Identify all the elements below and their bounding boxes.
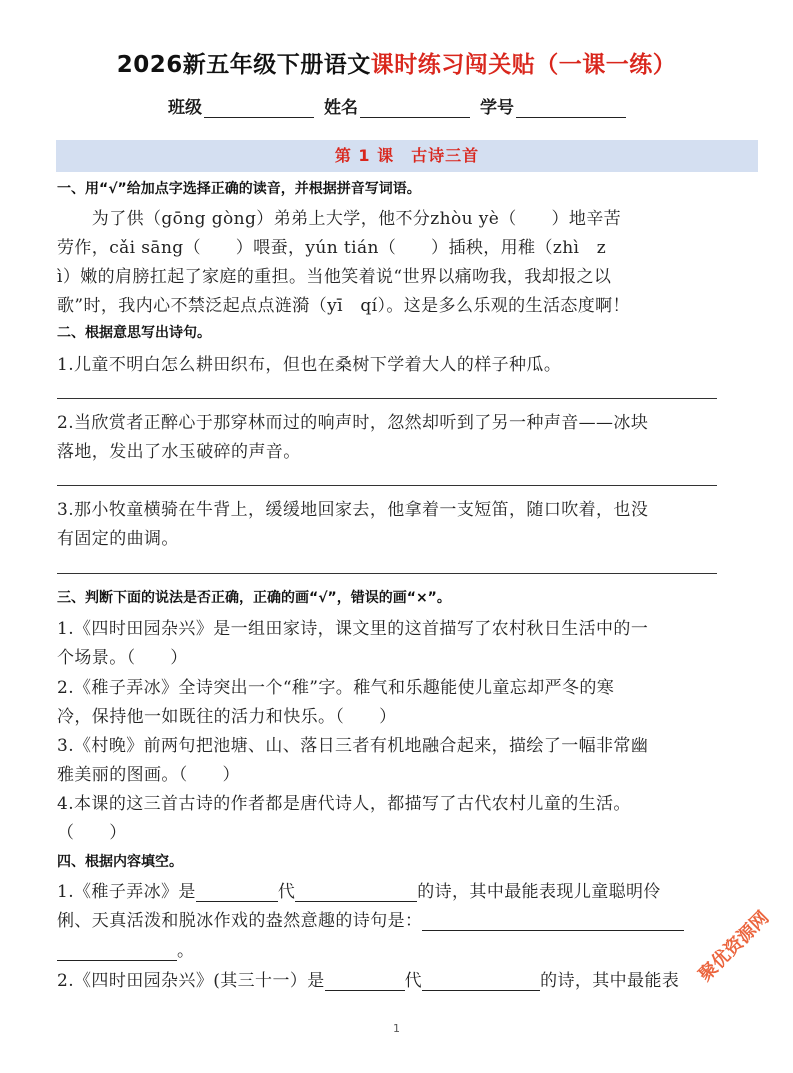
section4-q1-text-e: 。 (177, 941, 195, 961)
section4-q1-verse-blank[interactable] (422, 914, 684, 931)
section4-q2-author-blank[interactable] (422, 974, 540, 991)
section3-q4-line-2: （ ） (57, 823, 127, 843)
section4-q1-verse-blank-2[interactable] (57, 944, 177, 961)
id-input-line[interactable] (516, 100, 626, 118)
class-label: 班级 (168, 98, 202, 118)
name-input-line[interactable] (360, 100, 470, 118)
section2-q3-line-2: 有固定的曲调。 (57, 529, 179, 549)
section2-q3-line-1: 3.那小牧童横骑在牛背上，缓缓地回家去，他拿着一支短笛，随口吹着，也没 (57, 500, 649, 520)
section3-q3-line-1: 3.《村晚》前两句把池塘、山、落日三者有机地融合起来，描绘了一幅非常幽 (57, 736, 649, 756)
section1-line-1: 为了供（gōng gòng）弟弟上大学，他不分zhòu yè（ ）地辛苦 (57, 209, 622, 229)
name-label: 姓名 (324, 98, 358, 118)
id-field (480, 93, 626, 118)
section3-q1-line-1: 1.《四时田园杂兴》是一组田家诗，课文里的这首描写了农村秋日生活中的一 (57, 619, 649, 639)
section2-heading: 二、根据意思写出诗句。 (57, 325, 211, 341)
section4-q1-author-blank[interactable] (295, 885, 417, 902)
section4-q1-dynasty-blank[interactable] (196, 885, 278, 902)
name-field (324, 93, 470, 118)
student-info-row (168, 93, 648, 118)
section3-q2-line-2: 冷，保持他一如既往的活力和快乐。（ ） (57, 707, 397, 727)
section2-q1: 1.儿童不明白怎么耕田织布，但也在桑树下学着大人的样子种瓜。 (57, 355, 562, 375)
page-title (0, 46, 793, 79)
section2-q1-answer-line[interactable] (57, 398, 717, 399)
section1-line-4: 歌”时，我内心不禁泛起点点涟漪（yī qí）。这是多么乐观的生活态度啊！ (57, 296, 630, 316)
section4-q1-line-2 (57, 906, 741, 931)
section2-q2-line-2: 落地，发出了水玉破碎的声音。 (57, 442, 301, 462)
section4-q1-line-3 (57, 936, 741, 961)
title-highlight: 课时练习闯关贴（一课一练） (370, 52, 677, 78)
section3-heading: 三、判断下面的说法是否正确，正确的画“√”，错误的画“×”。 (57, 590, 451, 606)
section4-q1-text-b: 代 (277, 882, 296, 902)
section4-q2-text-b: 代 (404, 971, 423, 991)
section4-q2-dynasty-blank[interactable] (325, 974, 405, 991)
section4-q2-text-a: 2.《四时田园杂兴》(其三十一）是 (57, 971, 325, 991)
section4-q2-line-1 (57, 966, 741, 991)
section4-q1-line-1 (57, 877, 741, 902)
section1-line-2: 劳作，cǎi sāng（ ）喂蚕，yún tián（ ）插秧，用稚（zhì z (57, 238, 607, 258)
section1-heading: 一、用“√”给加点字选择正确的读音，并根据拼音写词语。 (57, 181, 421, 197)
section3-q2-line-1: 2.《稚子弄冰》全诗突出一个“稚”字。稚气和乐趣能使儿童忘却严冬的寒 (57, 678, 615, 698)
section3-q3-line-2: 雅美丽的图画。（ ） (57, 765, 240, 785)
watermark-text: 聚优资源网 (694, 907, 774, 986)
section4-heading: 四、根据内容填空。 (57, 854, 183, 870)
section3-q1-line-2: 个场景。（ ） (57, 648, 188, 668)
section1-line-3: ì）嫩的肩膀扛起了家庭的重担。当他笑着说“世界以痛吻我，我却报之以 (57, 267, 612, 287)
id-label: 学号 (480, 98, 514, 118)
title-main: 2026新五年级下册语文 (116, 52, 371, 78)
section2-q2-line-1: 2.当欣赏者正醉心于那穿林而过的响声时，忽然却听到了另一种声音——冰块 (57, 413, 649, 433)
section4-q2-text-c: 的诗，其中最能表 (540, 971, 680, 991)
class-field (168, 93, 314, 118)
lesson-banner: 第 1 课 古诗三首 (56, 140, 758, 172)
section3-q4-line-1: 4.本课的这三首古诗的作者都是唐代诗人，都描写了古代农村儿童的生活。 (57, 794, 631, 814)
class-input-line[interactable] (204, 100, 314, 118)
section4-q1-text-a: 1.《稚子弄冰》是 (57, 882, 196, 902)
section2-q3-answer-line[interactable] (57, 573, 717, 574)
page-number: 1 (393, 1022, 400, 1035)
section4-q1-text-d: 俐、天真活泼和脱冰作戏的盎然意趣的诗句是： (57, 911, 423, 931)
section4-q1-text-c: 的诗，其中最能表现儿童聪明伶 (417, 882, 661, 902)
section2-q2-answer-line[interactable] (57, 485, 717, 486)
